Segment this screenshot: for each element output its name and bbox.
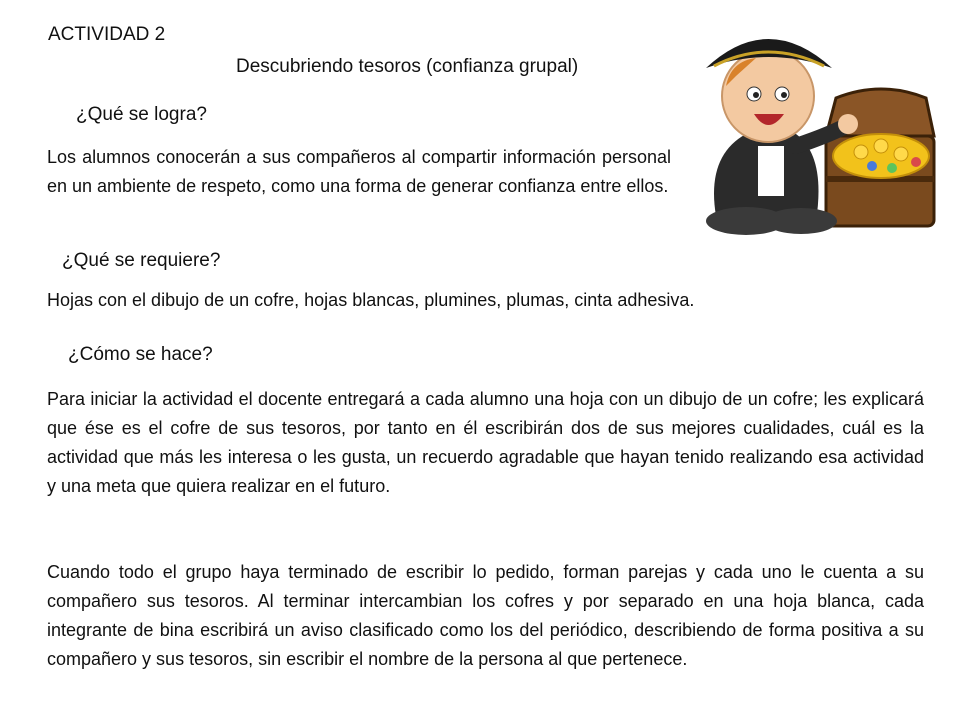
- pirate-face: [722, 50, 814, 142]
- paragraph-procedure-2: Cuando todo el grupo haya terminado de escribir lo pedido, forman parejas y cada uno le cuenta a su compañero sus tesoros. Al terminar intercambian los cofres y por separado en una hoja blanca, cada integrante de bina escribirá un aviso clasificado como los del periódico, describiendo de forma positiva a su compañero y sus tesoros, sin escribir el nombre de la persona al que pertenece.: [47, 562, 924, 669]
- heading-como-se-hace: ¿Cómo se hace?: [68, 344, 213, 365]
- pirate-child-treasure-chest-icon: [676, 16, 946, 242]
- activity-label: ACTIVIDAD 2: [48, 24, 166, 45]
- paragraph-objective: Los alumnos conocerán a sus compañeros al compartir información personal en un ambiente de respeto, como una forma de generar confianza entre ellos.: [47, 147, 671, 196]
- heading-que-se-requiere: ¿Qué se requiere?: [62, 250, 221, 271]
- paragraph-procedure-1: Para iniciar la actividad el docente entregará a cada alumno una hoja con un dibujo de un cofre; les explicará que ése es el cofre de sus tesoros, por tanto en él escribirán dos de sus mejores cualidades, cuál es la actividad que más les interesa o les gusta, un recuerdo agradable que hayan tenido realizando esa actividad y una meta que quiera realizar en el futuro.: [47, 389, 924, 496]
- heading-que-se-logra: ¿Qué se logra?: [76, 104, 207, 125]
- paragraph-materials: Hojas con el dibujo de un cofre, hojas blancas, plumines, plumas, cinta adhesiva.: [47, 290, 695, 310]
- page-title: Descubriendo tesoros (confianza grupal): [236, 56, 579, 77]
